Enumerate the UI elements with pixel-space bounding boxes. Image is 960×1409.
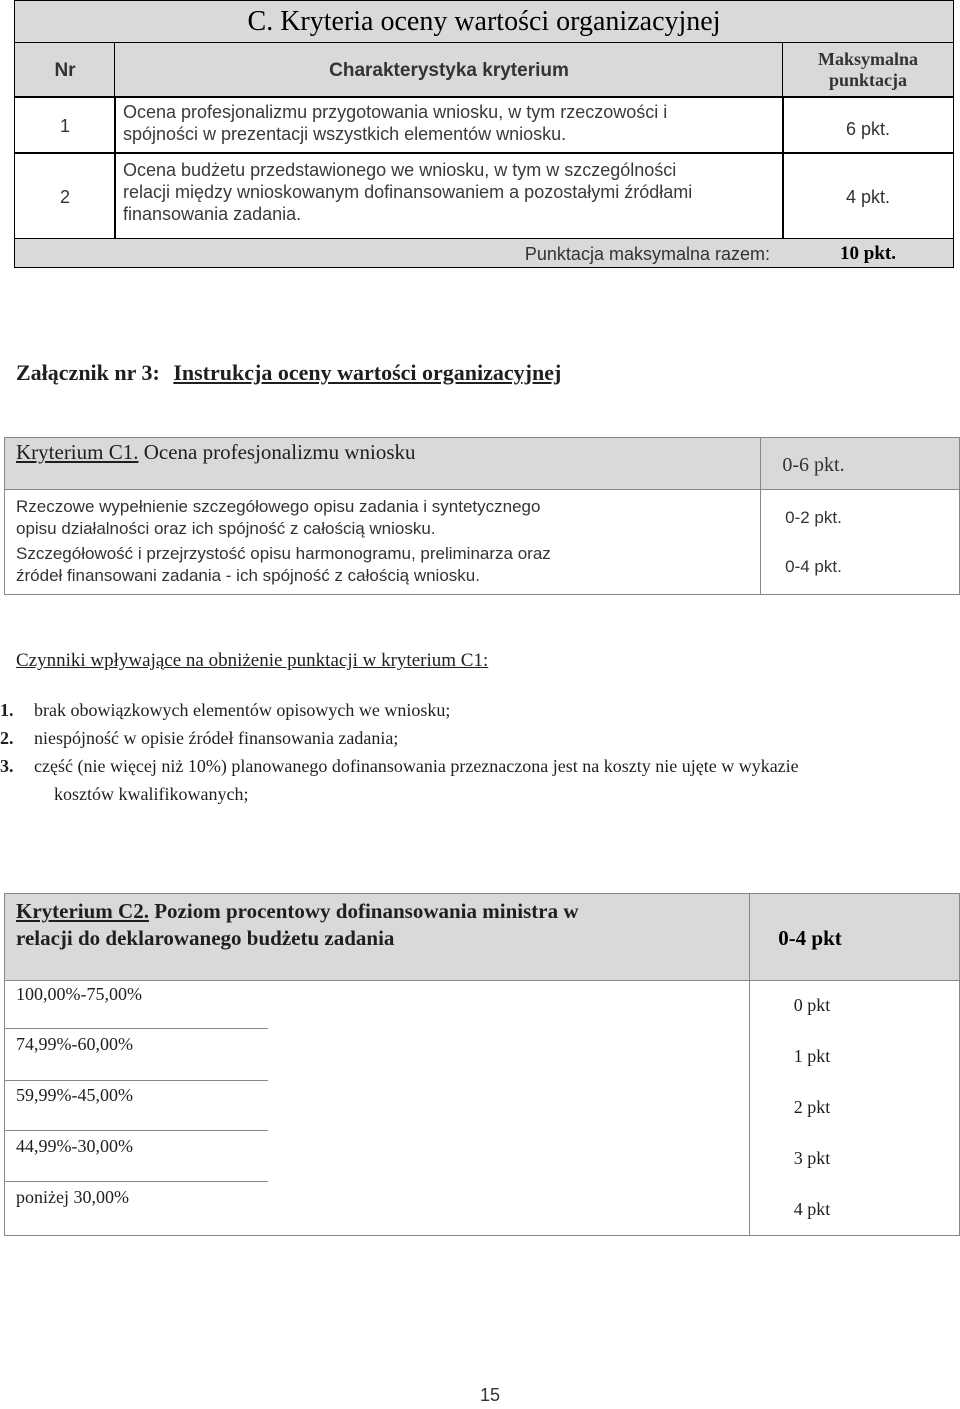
header-max-line1: Maksymalna xyxy=(817,49,918,69)
range-divider xyxy=(4,1080,268,1081)
c2-range-3: 59,99%-45,00% xyxy=(16,1085,133,1105)
row-1-description xyxy=(114,96,784,154)
c2-points-1: 0 pkt xyxy=(793,995,831,1015)
factor-item xyxy=(0,756,960,812)
row-1-points: 6 pkt. xyxy=(782,96,954,154)
c1-title-text: Ocena profesjonalizmu wniosku xyxy=(138,440,416,464)
c1-item-2-line1: Szczegółowość i przejrzystość opisu harmonogramu, preliminarza oraz xyxy=(16,544,551,563)
c2-title-line1: Poziom procentowy dofinansowania ministra w xyxy=(148,899,579,923)
c2-range-4: 44,99%-30,00% xyxy=(16,1136,133,1156)
c2-label: Kryterium C2. xyxy=(16,899,149,923)
c2-range-5: poniżej 30,00% xyxy=(16,1187,129,1207)
factor-text-continued: kosztów kwalifikowanych; xyxy=(54,784,249,804)
c1-item-2-points: 0-4 pkt. xyxy=(785,557,842,576)
row-2-line3: finansowania zadania. xyxy=(123,204,302,224)
c1-item-1-line1: Rzeczowe wypełnienie szczegółowego opisu zadania i syntetycznego xyxy=(16,497,541,516)
factor-text: część (nie więcej niż 10%) planowanego dofinansowania przeznaczona jest na koszty nie ujęte w wykazie xyxy=(34,756,799,776)
attachment-prefix: Załącznik nr 3: xyxy=(16,360,160,385)
factors-list xyxy=(0,700,960,812)
c2-range-2: 74,99%-60,00% xyxy=(16,1034,133,1054)
c2-title xyxy=(16,898,579,952)
range-divider xyxy=(4,1130,268,1131)
range-divider xyxy=(4,1028,268,1029)
total-label: Punktacja maksymalna razem: xyxy=(524,244,770,264)
attachment-title: Instrukcja oceny wartości organizacyjnej xyxy=(173,360,562,385)
c2-range-1: 100,00%-75,00% xyxy=(16,984,142,1004)
c2-points-3: 2 pkt xyxy=(793,1097,831,1117)
page-number: 15 xyxy=(479,1385,501,1405)
row-2-description xyxy=(114,152,784,240)
c2-max: 0-4 pkt xyxy=(778,926,842,950)
c1-item-2 xyxy=(16,543,551,587)
header-nr: Nr xyxy=(14,42,116,98)
row-2-points: 4 pkt. xyxy=(782,152,954,240)
header-max-points xyxy=(782,42,954,98)
header-characteristic: Charakterystyka kryterium xyxy=(114,42,784,98)
section-c-title: C. Kryteria oceny wartości organizacyjnej xyxy=(14,0,954,44)
c2-points-2: 1 pkt xyxy=(793,1046,831,1066)
criteria-table-c xyxy=(14,0,954,268)
c1-item-1 xyxy=(16,496,540,540)
factor-text: niespójność w opisie źródeł finansowania zadania; xyxy=(34,728,399,748)
c2-points-5: 4 pkt xyxy=(793,1199,831,1219)
attachment-heading xyxy=(16,360,561,386)
factor-num: 2. xyxy=(0,728,14,748)
range-divider xyxy=(4,1181,268,1182)
c1-title xyxy=(16,440,416,465)
factor-text: brak obowiązkowych elementów opisowych we wniosku; xyxy=(34,700,451,720)
c1-item-2-line2: źródeł finansowani zadania - ich spójność z całością wniosku. xyxy=(16,566,480,585)
row-2-line2: relacji między wnioskowanym dofinansowaniem a pozostałymi źródłami xyxy=(123,182,693,202)
c1-label: Kryterium C1. xyxy=(16,440,139,464)
row-2-line1: Ocena budżetu przedstawionego we wniosku, w tym w szczególności xyxy=(123,160,677,180)
c2-title-line2: relacji do deklarowanego budżetu zadania xyxy=(16,926,395,950)
factor-num: 3. xyxy=(0,756,14,776)
row-1-line1: Ocena profesjonalizmu przygotowania wniosku, w tym rzeczowości i xyxy=(123,102,668,122)
row-1-nr: 1 xyxy=(14,96,116,154)
c1-item-1-points: 0-2 pkt. xyxy=(785,508,842,527)
c2-points-4: 3 pkt xyxy=(793,1148,831,1168)
c1-item-1-line2: opisu działalności oraz ich spójność z całością wniosku. xyxy=(16,519,436,538)
c1-max: 0-6 pkt. xyxy=(782,454,845,476)
header-max-line2: punktacja xyxy=(828,70,908,90)
factors-heading: Czynniki wpływające na obniżenie punktacji w kryterium C1: xyxy=(16,650,489,671)
factor-num: 1. xyxy=(0,700,14,720)
row-2-nr: 2 xyxy=(14,152,116,240)
factor-item xyxy=(0,700,960,728)
row-1-line2: spójności w prezentacji wszystkich elementów wniosku. xyxy=(123,124,567,144)
total-value: 10 pkt. xyxy=(840,243,896,264)
factor-item xyxy=(0,728,960,756)
